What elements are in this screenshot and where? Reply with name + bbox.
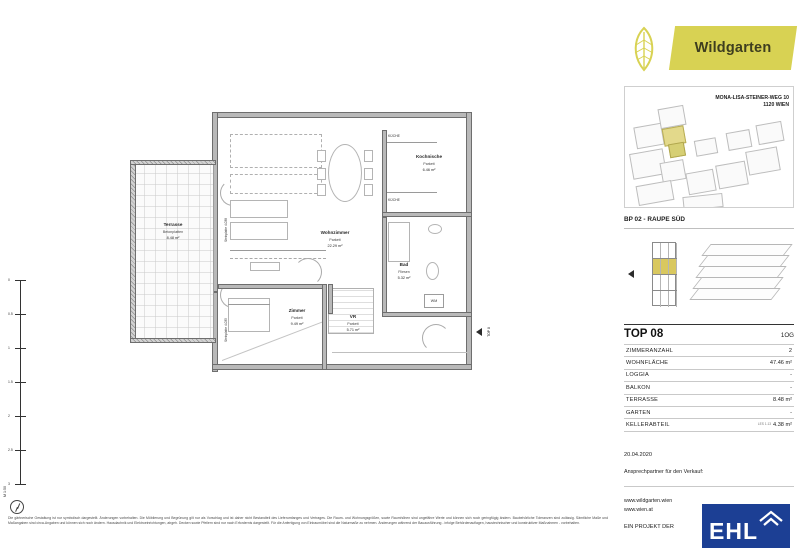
spec-value: -: [721, 382, 794, 394]
scale-tick-label: 2: [8, 414, 10, 418]
table-row: [624, 406, 794, 418]
scale-caption: M 1:50: [3, 486, 7, 497]
wall-right: [466, 112, 472, 370]
sofa-2: [230, 222, 288, 240]
house-roof-icon: [758, 509, 784, 531]
table-row: [624, 382, 794, 394]
spec-key: WOHNFLÄCHE: [624, 357, 721, 369]
floor-stack: [652, 242, 676, 306]
leaf-icon: [624, 26, 664, 72]
building-part-label: BP 02 - RAUPE SÜD: [624, 216, 685, 223]
table-row: [624, 394, 794, 406]
project-by-label: EIN PROJEKT DER: [624, 524, 674, 530]
terrace-wall-left: [130, 162, 136, 342]
chair: [317, 184, 326, 196]
spec-key: BALKON: [624, 382, 721, 394]
spec-value: 2: [721, 345, 794, 357]
brand-name: Wildgarten: [694, 40, 772, 56]
spec-key: TERRASSE: [624, 394, 721, 406]
scale-tick-label: 2.5: [8, 448, 13, 452]
wall-top: [212, 112, 472, 118]
spec-value: [721, 419, 794, 431]
scale-tick-label: 3: [8, 482, 10, 486]
terrace-wall-bottom: [130, 338, 216, 343]
chair: [317, 150, 326, 162]
table-row: [624, 345, 794, 357]
tv-bench: [250, 262, 280, 271]
unit-specs-table: [624, 344, 794, 432]
terrace-paving: [132, 164, 214, 340]
entrance-arrow-icon: [476, 328, 482, 336]
prev-floor-arrow-icon[interactable]: [628, 270, 634, 278]
website-wildgarten[interactable]: www.wildgarten.wien: [624, 498, 673, 504]
sofa-1: [230, 200, 288, 218]
spec-value-prefix: LES 1.13: [757, 421, 772, 426]
window-tag-upper: Steinplatte 4.038: [224, 218, 228, 242]
plan-date: 20.04.2020: [624, 452, 652, 458]
disclaimer-text: Die gärtnerische Gestaltung ist nur symbolisch dargestellt. Änderungen vorbehalten. Die Möblierung und Begrünung gilt nur als Vorschlag und ist daher nicht Bestandteil des Lieferumfanges und Vertrages. Die Raum- und Wohnungsgrößen, sowie Raumhöhen sind ungefähre Werte und können sich noch geringfügig ändern. Baubehörliche Toleranzen sind zulässig. Sämtliche Maße und Maßangaben sind circa-Angaben und können sich noch ändern. Hausdachnik und Elektroeinrichtungen, abgeh. Decken sowie Pfeilern sind nur nach Erfordernis dargestellt. Für die Anfertigung von Einbaumöbel sind die Naturmaße zu nehmen. Änderungen während der Bauausführung - infolge Behördenauflagen, haustechnischer und konstruktiver Maßnahmen - vorbehalten.: [8, 516, 608, 525]
entrance-marker: [476, 328, 494, 336]
address-line-2: 1120 WIEN: [763, 102, 789, 109]
kitchen-tag-1: KÜCHE: [388, 134, 400, 138]
site-address: [715, 95, 789, 110]
chair: [364, 184, 373, 196]
ehl-wordmark: EHL: [709, 518, 758, 544]
building-diagram: [624, 238, 794, 316]
scale-tick-label: 1: [8, 346, 10, 350]
spec-key: LOGGIA: [624, 369, 721, 381]
north-arrow-icon: [10, 500, 24, 514]
bathtub: [388, 222, 410, 262]
window-tag-lower: Steinplatte 4.035: [224, 318, 228, 342]
unit-header: [624, 324, 794, 340]
info-panel: [610, 0, 800, 558]
wall-vr-left: [328, 284, 333, 314]
ehl-logo: [702, 504, 790, 548]
top-marker-label: TOP 8: [486, 327, 491, 337]
furniture-dashed-2: [230, 174, 322, 194]
wall-bottom: [212, 364, 472, 370]
bedroom-diagonal: [222, 312, 322, 362]
contact-label: Ansprechpartner für den Verkauf:: [624, 469, 704, 475]
room-label-vr: VR Parkett 5.71 m²: [346, 314, 360, 333]
floor-cell-active[interactable]: [653, 259, 677, 275]
scale-tick-label: 1.5: [8, 380, 13, 384]
door-swing-entry: [422, 324, 450, 352]
counter-line-2: [387, 192, 437, 193]
washing-machine: WM: [424, 294, 444, 308]
wildgarten-badge: [669, 26, 797, 70]
table-row: [624, 419, 794, 431]
spec-value: 47.46 m²: [721, 357, 794, 369]
hall-line: [332, 352, 468, 353]
chair: [364, 168, 373, 180]
room-label-terrasse: Terrasse Betonplatten 8.48 m²: [162, 222, 184, 241]
spec-key: KELLERABTEIL: [624, 419, 721, 431]
wall-kitchen-bottom: [382, 212, 472, 217]
wall-bedroom-right: [322, 284, 327, 370]
chair: [317, 168, 326, 180]
website-wien[interactable]: www.wien.at: [624, 507, 653, 513]
spec-key: ZIMMERANZAHL: [624, 345, 721, 357]
spec-value-main: 4.38 m²: [773, 421, 792, 428]
scale-tick-label: 0.5: [8, 312, 13, 316]
spec-value: -: [721, 369, 794, 381]
bed-pillow-line: [228, 304, 270, 305]
spec-value: -: [721, 406, 794, 418]
counter-line-1: [387, 142, 437, 143]
apartment-plan: [132, 112, 552, 402]
scale-tick-label: 0: [8, 278, 10, 282]
toilet: [426, 262, 439, 280]
site-map: [624, 86, 794, 208]
sink: [428, 224, 442, 234]
scale-bar: [3, 278, 34, 497]
brand-logo: [624, 22, 794, 74]
room-label-kochnische: Kochnische Parkett 6.46 m²: [415, 154, 443, 173]
unit-floor: 1OG: [780, 332, 794, 339]
unit-title: TOP 08: [624, 328, 664, 340]
dining-table: [328, 144, 362, 202]
room-label-zimmer: Zimmer Parkett 9.49 m²: [288, 308, 306, 327]
spec-value: 8.48 m²: [721, 394, 794, 406]
chair: [364, 150, 373, 162]
furniture-line-1: [230, 250, 326, 251]
address-line-1: MONA-LISA-STEINER-WEG 10: [715, 95, 789, 101]
building-axonometric: [696, 244, 792, 306]
kitchen-tag-2: KÜCHE: [388, 198, 400, 202]
table-row: [624, 357, 794, 369]
furniture-dashed-1: [230, 134, 322, 168]
divider: [624, 228, 794, 229]
room-label-bad: Bad Fliesen 5.32 m²: [397, 262, 411, 281]
door-swing-bedroom: [294, 258, 322, 286]
room-label-wohnzimmer: Wohnzimmer Parkett 22.29 m²: [320, 230, 350, 249]
divider: [624, 486, 794, 487]
wall-bath-bottom: [382, 312, 472, 317]
table-row: [624, 369, 794, 381]
spec-key: GARTEN: [624, 406, 721, 418]
terrace-wall-top: [130, 160, 216, 165]
